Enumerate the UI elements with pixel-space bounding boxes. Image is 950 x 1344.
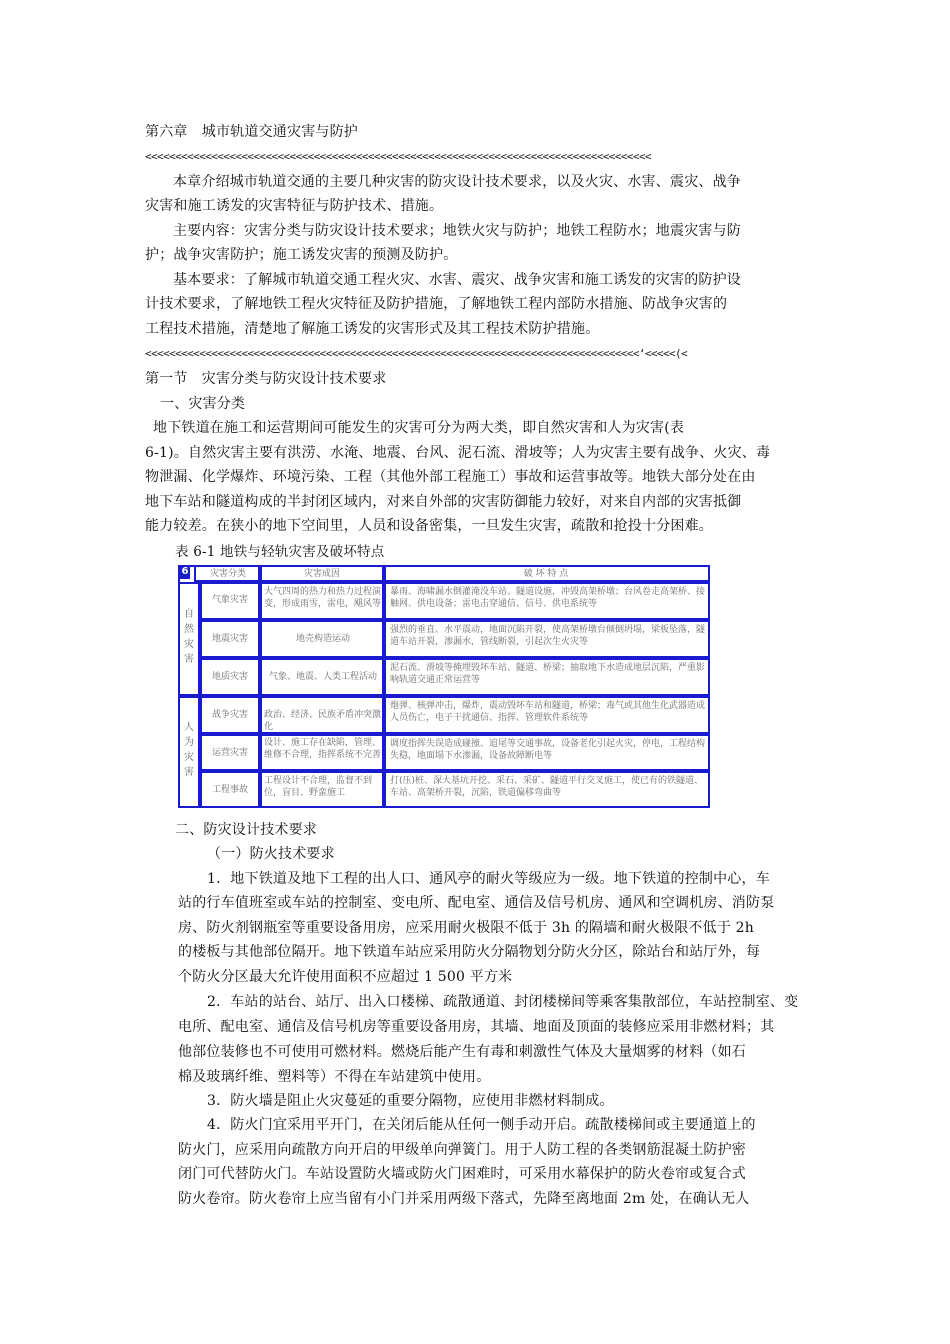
body-line: 他部位装修也不可使用可燃材料。燃烧后能产生有毒和刺激性气体及大量烟雾的材料（如石 bbox=[178, 1044, 746, 1060]
row-cause: 大气四周的热力和热力过程演变，形成雨雪，雷电，飓风等 bbox=[264, 587, 382, 609]
intro-line: 主要内容：灾害分类与防灾设计技术要求；地铁火灾与防护；地铁工程防水；地震灾害与防 bbox=[173, 223, 741, 239]
body-line: 地下铁道在施工和运营期间可能发生的灾害可分为两大类，即自然灾害和人为灾害(表 bbox=[153, 420, 685, 436]
header-effect: 破 坏 特 点 bbox=[523, 569, 569, 579]
row-effect: 暴雨、海啸漏水倒灌淹没车站、隧道设施，冲毁高架桥墩；台风卷走高架桥、接触网、供电设备；雷电击穿通信、信号、供电系统等 bbox=[390, 587, 706, 609]
row-effect: 调度指挥失误造成碰撞、追尾等交通事故，设备老化引起火灾，停电，工程结构失稳，地面塌下水渗漏，设备故障断电等 bbox=[390, 739, 706, 761]
row-type: 气象灾害 bbox=[211, 595, 248, 605]
subsection-title: 二、防灾设计技术要求 bbox=[175, 822, 317, 838]
body-line: 2．车站的站台、站厅、出入口楼梯、疏散通道、封闭楼梯间等乘客集散部位，车站控制室、变 bbox=[207, 994, 799, 1010]
group-human-label: 人为灾害 bbox=[184, 722, 194, 778]
body-line: 棉及玻璃纤维、塑料等）不得在车站建筑中使用。 bbox=[178, 1069, 491, 1085]
row-type: 地震灾害 bbox=[211, 634, 248, 644]
intro-line: 灾害和施工诱发的灾害特征与防护技术、措施。 bbox=[145, 198, 444, 214]
table-caption: 表 6-1 地铁与轻轨灾害及破坏特点 bbox=[175, 544, 385, 560]
body-line: 防火卷帘。防火卷帘上应当留有小门并采用两级下落式，先降至离地面 2m 处，在确认无人 bbox=[178, 1191, 750, 1207]
body-line: 个防火分区最大允许使用面积不应超过 1 500 平方米 bbox=[178, 969, 513, 985]
separator-top: <<<<<<<<<<<<<<<<<<<<<<<<<<<<<<<<<<<<<<<<<<<<<<<<<<<<<<<<<<<<<<<<<<<<<<<<<<<<<<<<<<<< bbox=[145, 150, 651, 163]
row-type: 工程事故 bbox=[211, 785, 248, 795]
body-line: 地下车站和隧道构成的半封闭区域内，对来自外部的灾害防御能力较好，对来自内部的灾害抵御 bbox=[145, 494, 742, 510]
body-line: 6-1)。自然灾害主要有洪涝、水淹、地震、台风、泥石流、滑坡等；人为灾害主要有战争、火灾、毒 bbox=[145, 445, 771, 461]
table-corner-mark: 6 bbox=[181, 566, 189, 577]
row-type: 地质灾害 bbox=[211, 672, 248, 682]
intro-line: 本章介绍城市轨道交通的主要几种灾害的防灾设计技术要求，以及火灾、水害、震灾、战争 bbox=[173, 174, 741, 190]
body-line: 能力较差。在狭小的地下空间里，人员和设备密集，一旦发生灾害，疏散和抢投十分困难。 bbox=[145, 518, 713, 534]
body-line: 闭门可代替防火门。车站设置防火墙或防火门困难时，可采用水幕保护的防火卷帘或复合式 bbox=[178, 1166, 746, 1182]
intro-line: 护；战争灾害防护；施工诱发灾害的预测及防护。 bbox=[145, 247, 458, 263]
row-effect: 炮弹、核弹冲击，爆炸，震动毁坏车站和隧道，桥梁；毒气或其他生化武器造成人员伤亡，电子干扰通信、指挥、管理软件系统等 bbox=[390, 701, 706, 723]
body-line: 3．防火墙是阻止火灾蔓延的重要分隔物，应使用非燃材料制成。 bbox=[207, 1093, 614, 1109]
body-line: 物泄漏、化学爆炸、环境污染、工程（其他外部工程施工）事故和运营事故等。地铁大部分处在由 bbox=[145, 469, 756, 485]
row-effect: 强烈的垂直、水平震动，地面沉陷开裂，使高架桥墩台倾倒坍塌，梁板坠落，隧道车站开裂，渗漏水，管线断裂，引起次生火灾等 bbox=[390, 625, 706, 647]
chapter-title: 第六章 城市轨道交通灾害与防护 bbox=[145, 124, 358, 140]
header-type: 灾害分类 bbox=[209, 569, 246, 579]
row-type: 战争灾害 bbox=[211, 710, 248, 720]
subsubsection-title: （一）防火技术要求 bbox=[207, 846, 335, 862]
row-cause: 地壳构造运动 bbox=[295, 634, 350, 644]
row-effect: 泥石流、滑坡等掩埋毁坏车站、隧道、桥梁；抽取地下水造成地层沉陷，严重影响轨道交通正常运营等 bbox=[390, 663, 706, 685]
body-line: 站的行车值班室或车站的控制室、变电所、配电室、通信及信号机房、通风和空调机房、消防泵 bbox=[178, 895, 775, 911]
section-title: 第一节 灾害分类与防灾设计技术要求 bbox=[145, 371, 387, 387]
intro-line: 工程技术措施，清楚地了解施工诱发的灾害形式及其工程技术防护措施。 bbox=[145, 321, 600, 337]
header-cause: 灾害成因 bbox=[303, 569, 340, 579]
separator-bottom: <<<<<<<<<<<<<<<<<<<<<<<<<<<<<<<<<<<<<<<<<<<<<<<<<<<<<<<<<<<<<<<<<<<<<<<<<<<<<<<<<<‘<<<<<(< bbox=[145, 347, 688, 360]
subsection-title: 一、灾害分类 bbox=[160, 396, 246, 412]
body-line: 房、防火剂钢瓶室等重要设备用房，应采用耐火极限不低于 3h 的隔墙和耐火极限不低于 2h bbox=[178, 920, 754, 936]
row-cause: 设计、施工存在缺陷，管理、维修不合理，指挥系统不完善 bbox=[264, 738, 382, 760]
row-effect: 打(压)桩、深大基坑开挖、采石、采矿、隧道平行交叉施工，使已有的铁隧道、车站、高架桥开裂，沉陷，铁道偏移弯曲等 bbox=[390, 776, 704, 798]
group-natural-label: 自然灾害 bbox=[184, 609, 194, 665]
disaster-table bbox=[178, 565, 710, 808]
body-line: 防火门，应采用向疏散方向开启的甲级单向弹簧门。用于人防工程的各类钢筋混凝土防护密 bbox=[178, 1142, 746, 1158]
row-type: 运营灾害 bbox=[211, 748, 248, 758]
intro-line: 基本要求：了解城市轨道交通工程火灾、水害、震灾、战争灾害和施工诱发的灾害的防护设 bbox=[173, 272, 741, 288]
body-line: 1．地下铁道及地下工程的出人口、通风亭的耐火等级应为一级。地下铁道的控制中心，车 bbox=[207, 871, 770, 887]
row-cause: 工程设计不合理，监督不到位，盲目、野蛮施工 bbox=[264, 776, 373, 798]
row-cause: 政治、经济、民族矛盾冲突激化 bbox=[264, 710, 382, 732]
intro-line: 计技术要求，了解地铁工程火灾特征及防护措施，了解地铁工程内部防水措施、防战争灾害的 bbox=[145, 296, 728, 312]
row-cause: 气象、地震、人类工程活动 bbox=[268, 672, 377, 682]
body-line: 4．防火门宜采用平开门，在关闭后能从任何一侧手动开启。疏散楼梯间或主要通道上的 bbox=[207, 1117, 756, 1133]
body-line: 的楼板与其他部位隔开。地下铁道车站应采用防火分隔物划分防火分区，除站台和站厅外，每 bbox=[178, 944, 761, 960]
body-line: 电所、配电室、通信及信号机房等重要设备用房，其墙、地面及顶面的装修应采用非燃材料；其 bbox=[178, 1019, 775, 1035]
